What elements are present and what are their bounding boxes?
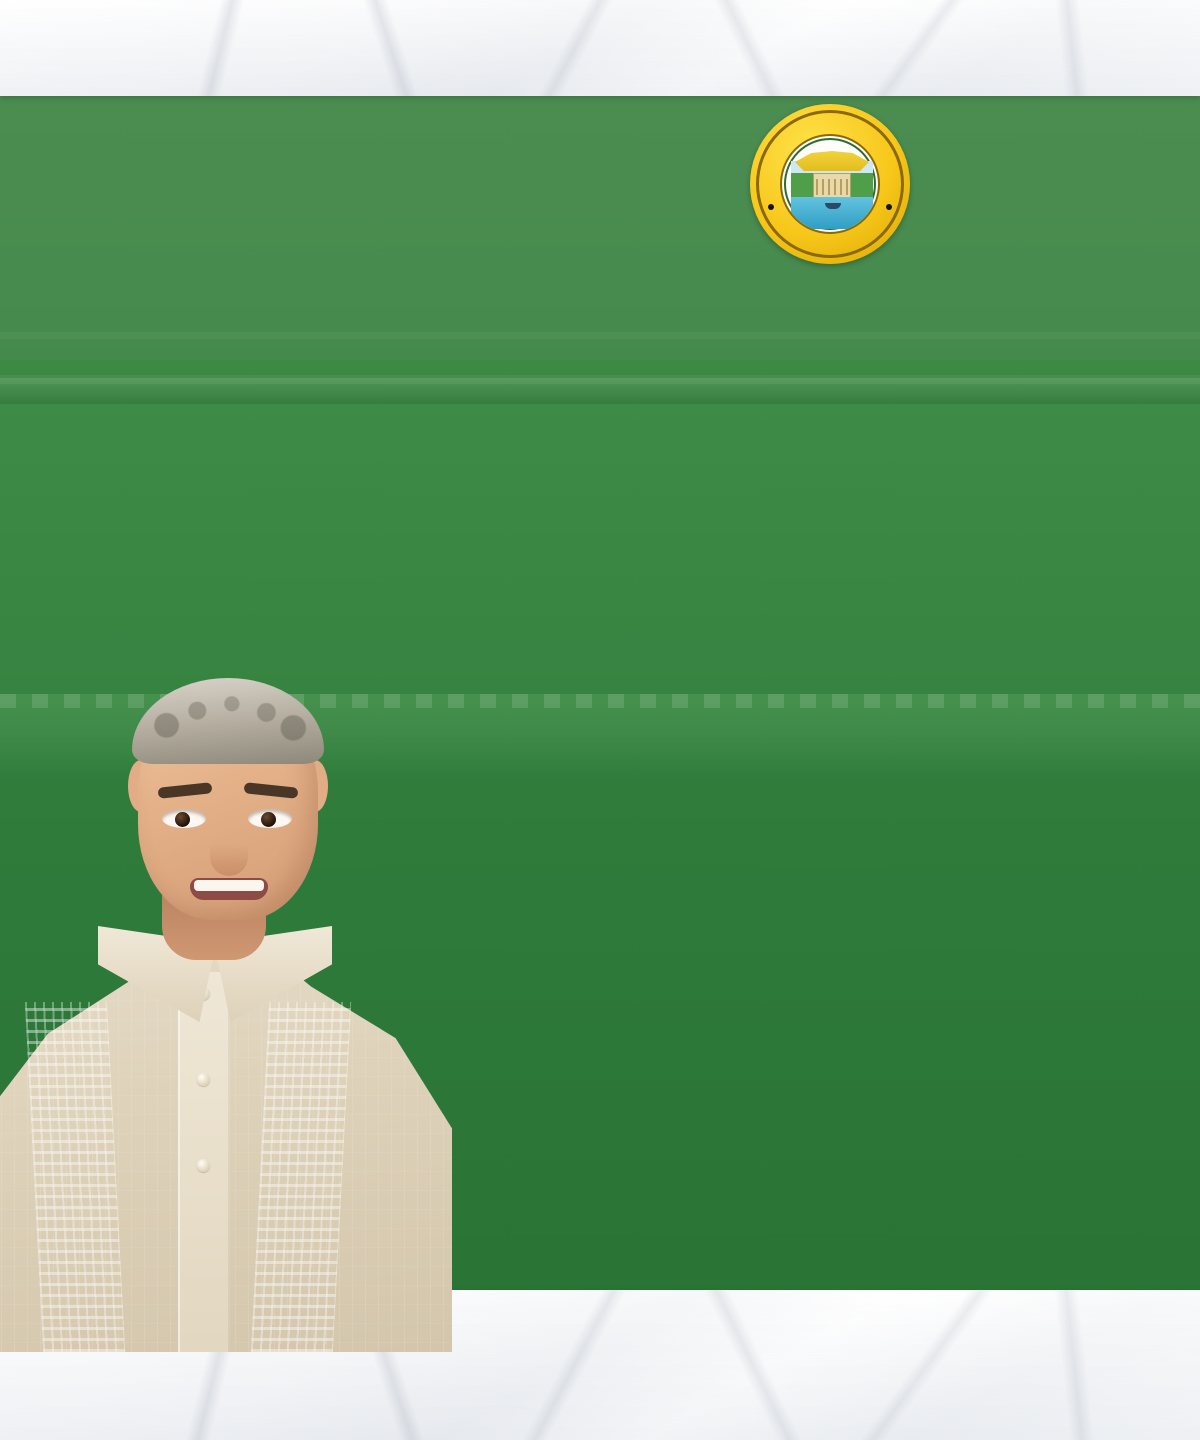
balustrade-cap-rail <box>0 332 1200 339</box>
capitol-balustrade <box>0 332 1200 384</box>
capitol-cornice <box>0 378 1200 404</box>
portrait-eye-right <box>248 809 292 828</box>
portrait-mouth <box>190 878 268 900</box>
paper-creases-top <box>0 0 1200 96</box>
portrait-nose <box>210 830 248 876</box>
provincial-seal <box>750 104 910 264</box>
seal-star-left-icon <box>768 204 774 210</box>
governor-portrait <box>0 522 452 1352</box>
portrait-eye-left <box>162 809 206 828</box>
seal-star-right-icon <box>886 204 892 210</box>
portrait-teeth <box>194 880 264 891</box>
seal-text-ring <box>750 104 910 264</box>
torn-paper-top <box>0 0 1200 96</box>
barong-button <box>197 1159 210 1172</box>
portrait-hair <box>132 678 324 764</box>
portrait-pupil-right <box>261 812 276 827</box>
barong-button <box>197 1073 210 1086</box>
portrait-pupil-left <box>175 812 190 827</box>
